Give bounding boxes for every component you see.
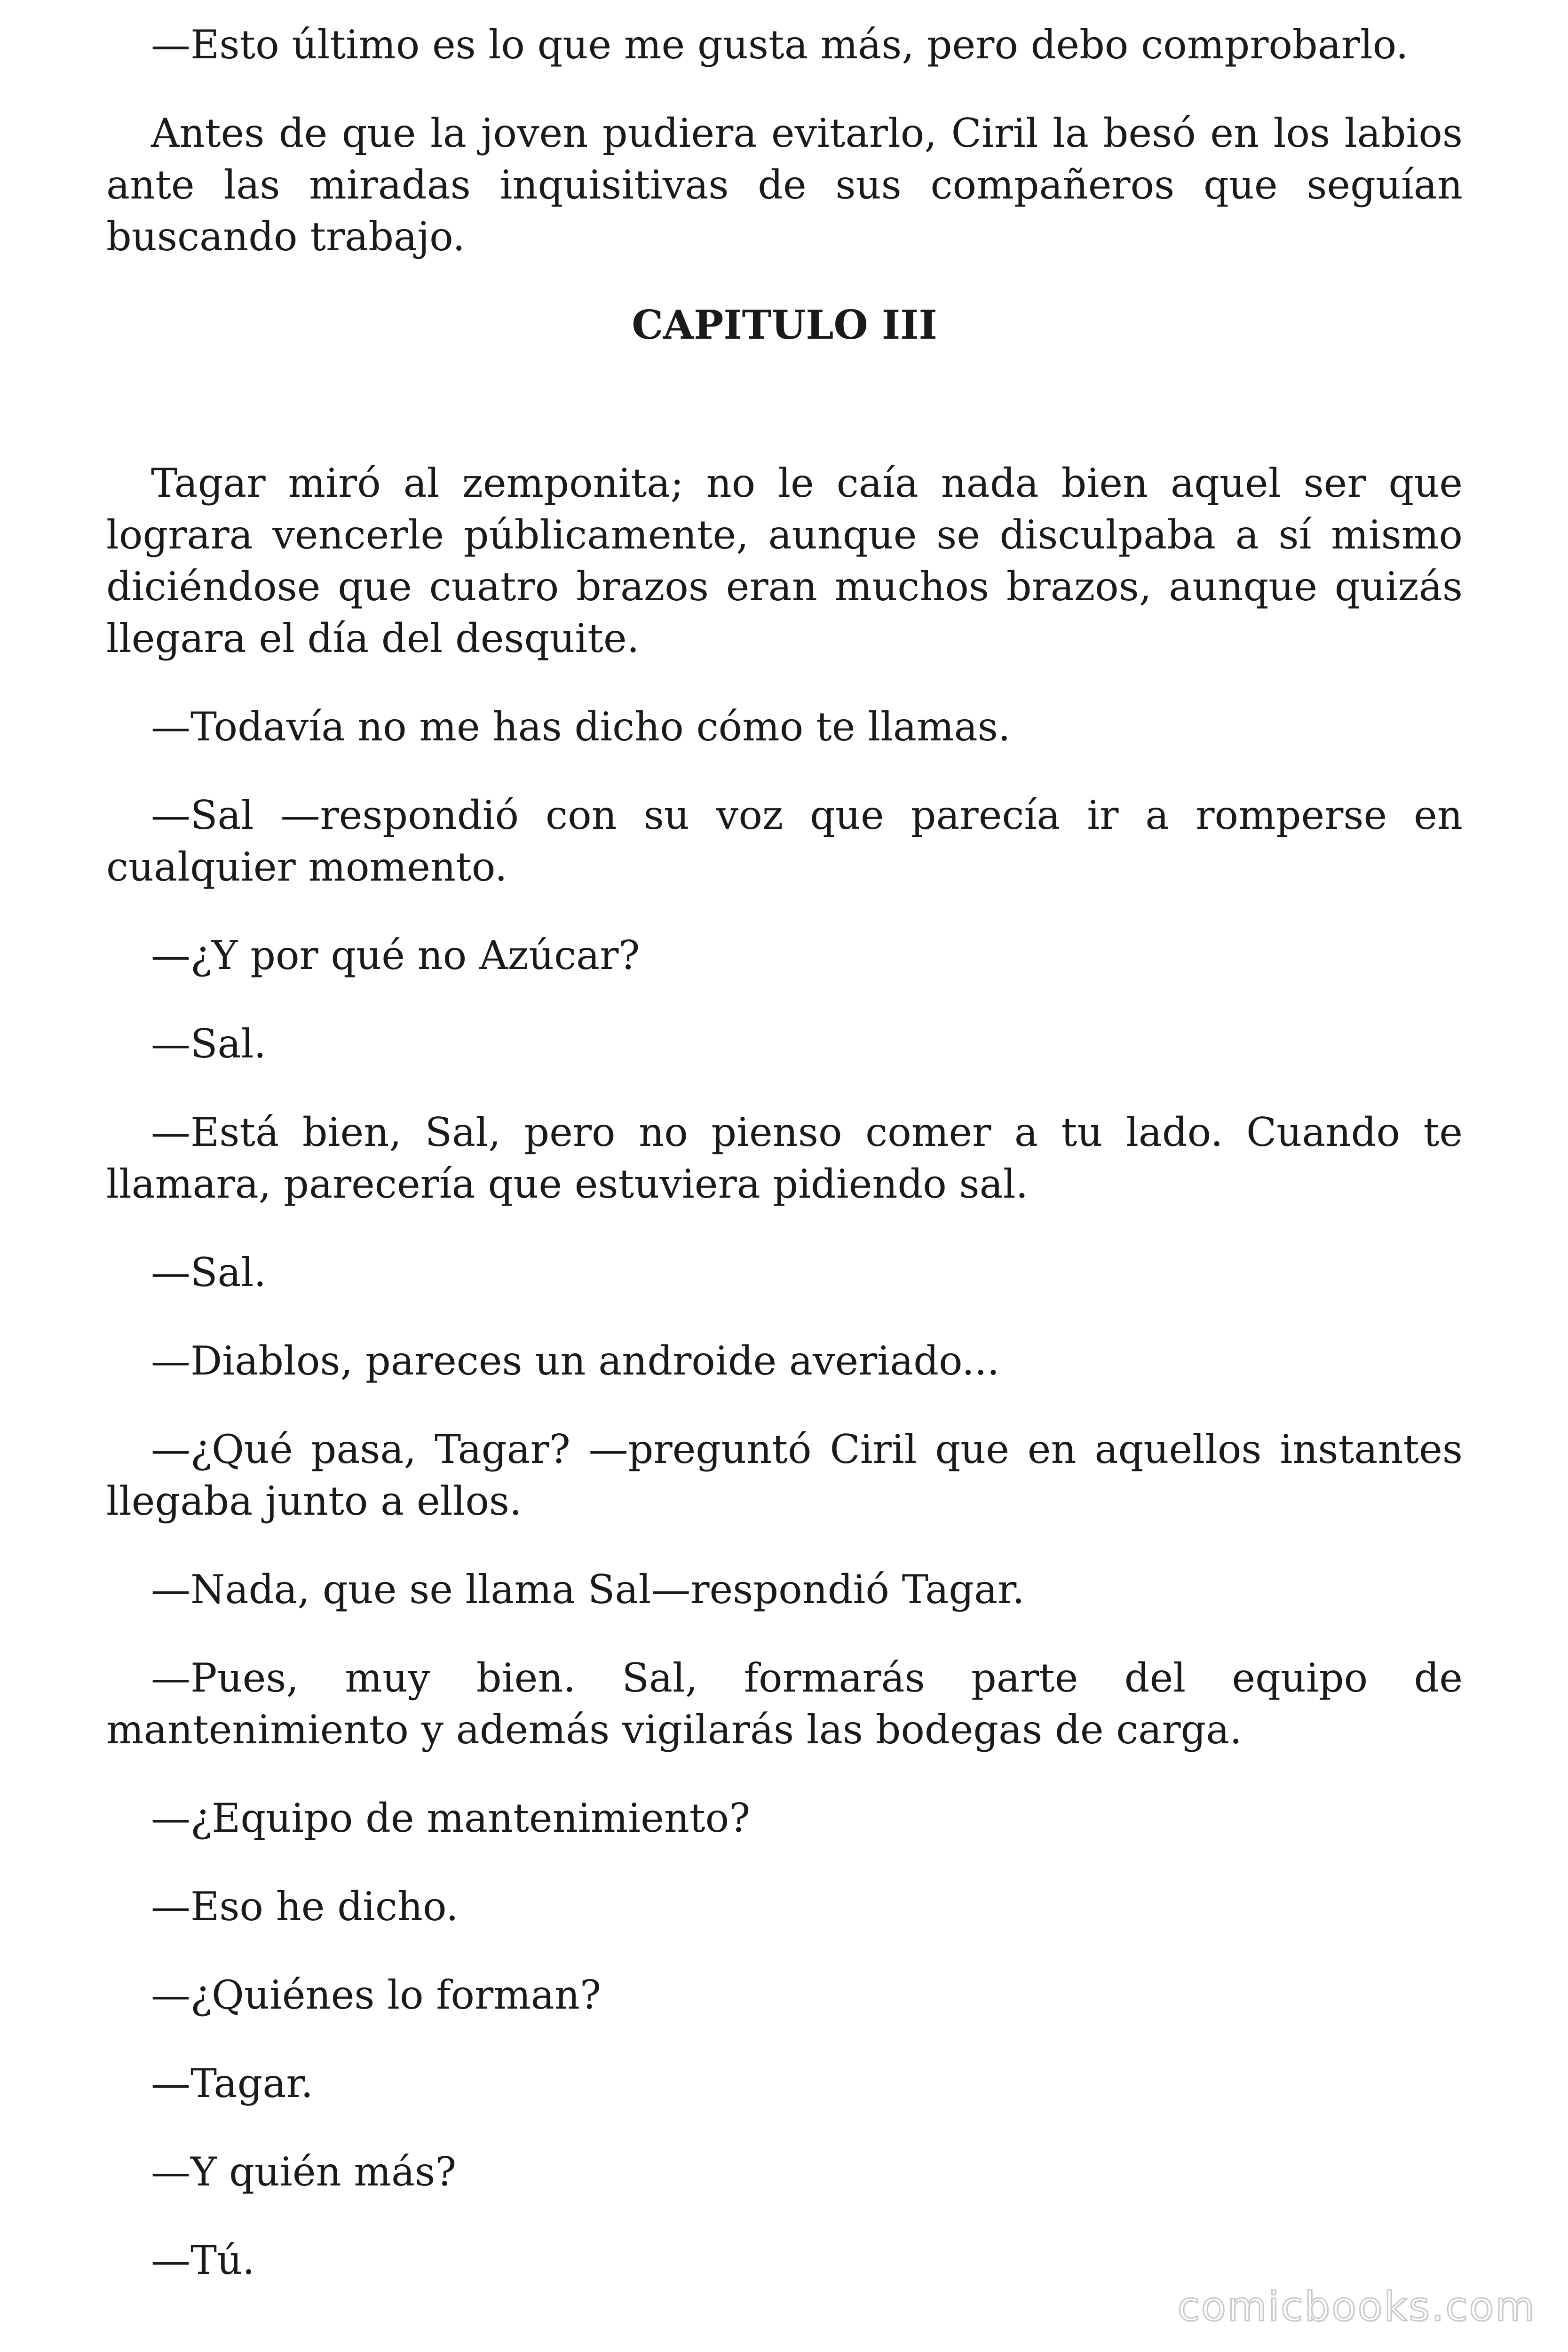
dialogue-line: —¿Equipo de mantenimiento? [151, 1795, 751, 1841]
dialogue-line: —Tagar. [151, 2060, 314, 2106]
dialogue-line: —Todavía no me has dicho cómo te llamas. [151, 704, 1011, 750]
dialogue-line: —¿Quiénes lo forman? [151, 1972, 602, 2018]
dialogue-line: —¿Qué pasa, Tagar? —preguntó Ciril que en aquellos instantes llegaba junto a ellos. [106, 1426, 1463, 1524]
dialogue-line: —Sal. [151, 1021, 267, 1067]
paragraph: Tagar miró al zemponita; no le caía nada bien aquel ser que lograra vencerle públicamente, aunque se disculpaba a sí mismo diciéndose que cuatro brazos eran muchos brazos, aunque quizás llegara el día del desquite. [106, 460, 1463, 661]
watermark-text: comicbooks.com [1177, 2283, 1536, 2330]
dialogue-line: —¿Y por qué no Azúcar? [151, 932, 640, 978]
dialogue-line: —Sal —respondió con su voz que parecía ir a romperse en cualquier momento. [106, 792, 1463, 890]
dialogue-line: —Eso he dicho. [151, 1883, 459, 1930]
paragraph: —Esto último es lo que me gusta más, pero debo comprobarlo. [151, 22, 1409, 68]
dialogue-line: —Sal. [151, 1249, 267, 1295]
paragraph: Antes de que la joven pudiera evitarlo, Ciril la besó en los labios ante las miradas inquisitivas de sus compañeros que seguían buscando trabajo. [106, 110, 1463, 260]
dialogue-line: —Y quién más? [151, 2149, 457, 2195]
dialogue-line: —Pues, muy bien. Sal, formarás parte del equipo de mantenimiento y además vigilarás las bodegas de carga. [106, 1655, 1463, 1753]
dialogue-line: —Está bien, Sal, pero no pienso comer a tu lado. Cuando te llamara, parecería que estuviera pidiendo sal. [106, 1109, 1463, 1207]
book-page [106, 19, 1463, 2323]
dialogue-line: —Nada, que se llama Sal—respondió Tagar. [151, 1566, 1025, 1613]
dialogue-line: —Tú. [151, 2237, 255, 2283]
dialogue-line: —Diablos, pareces un androide averiado... [151, 1338, 1000, 1384]
chapter-title: CAPITULO III [632, 302, 937, 348]
